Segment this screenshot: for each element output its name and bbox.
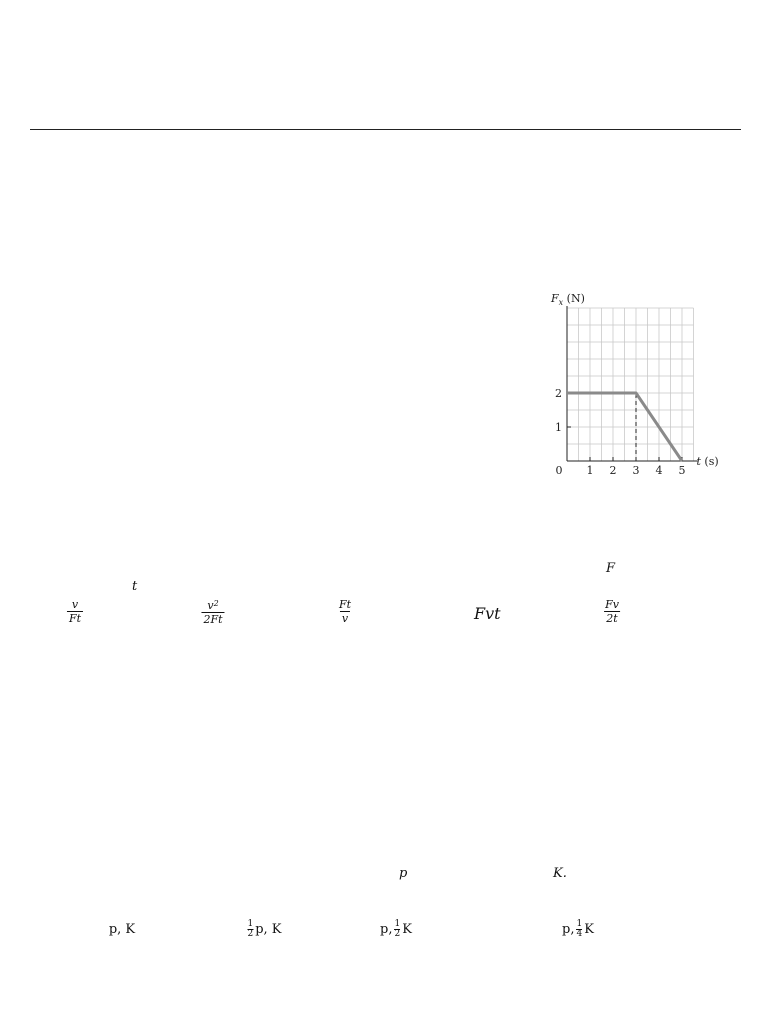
q1-option-c-denominator: v [341,612,349,625]
q1-option-a[interactable] [67,598,83,625]
y-tick-label: 1 [555,421,562,434]
y-tick-label: 2 [555,387,562,400]
q1-option-b-exponent: 2 [213,599,219,608]
q2-option-c-fraction [395,920,401,939]
q2-option-a[interactable] [109,922,135,937]
momentum-symbol: p [399,866,408,881]
q2-option-b-frac-num: 1 [247,919,254,929]
force-time-chart [548,292,728,484]
force-symbol: F [606,561,616,576]
q1-option-a-denominator: Ft [68,612,82,625]
q2-option-d-prefix: p, [562,922,575,937]
q2-option-c-frac-num: 1 [394,919,401,929]
q1-option-e-denominator: 2t [606,612,618,625]
q2-option-c-frac-den: 2 [394,929,401,939]
q2-option-d-frac-den: 4 [576,929,583,939]
chart-grid [567,308,694,461]
q2-option-a-text: p, K [108,922,136,937]
x-tick-label: 1 [586,464,594,477]
q2-option-b-fraction [247,920,253,939]
q1-option-e[interactable] [603,598,621,625]
header-divider [30,129,741,130]
q2-option-b-frac-den: 2 [247,929,254,939]
q2-option-c-suffix: K [402,922,412,937]
time-symbol: t [132,579,138,594]
q1-option-e-numerator: Fv [605,598,619,611]
q1-option-c[interactable] [337,598,353,625]
q2-option-d-frac-num: 1 [576,919,583,929]
q1-option-c-numerator: Ft [338,598,352,611]
q1-option-b-denominator: 2Ft [203,613,223,626]
x-axis-label: t (s) [696,455,719,468]
q2-option-c[interactable] [380,920,412,939]
q2-option-d[interactable] [562,920,594,939]
x-tick-label: 4 [655,464,663,477]
q1-option-d[interactable]: Fvt [474,604,501,623]
y-axis-label: $F_x$ (N) [551,292,585,307]
q2-option-b-text: p, K [255,922,282,937]
q1-option-b-numerator [205,597,220,612]
x-tick-label: 2 [609,464,617,477]
q1-option-b-numerator-var: v [207,599,214,612]
x-tick-label: 0 [555,464,563,477]
x-tick-label: 3 [632,464,640,477]
x-tick-label: 5 [678,464,686,477]
kinetic-energy-symbol: K. [553,866,567,881]
q1-option-a-numerator: v [71,598,79,611]
q2-option-d-suffix: K [584,922,594,937]
q2-option-d-fraction [577,920,583,939]
q1-option-b[interactable] [201,597,224,626]
q2-option-b[interactable] [246,920,281,939]
chart-axes [567,306,698,461]
q2-option-c-prefix: p, [380,922,393,937]
